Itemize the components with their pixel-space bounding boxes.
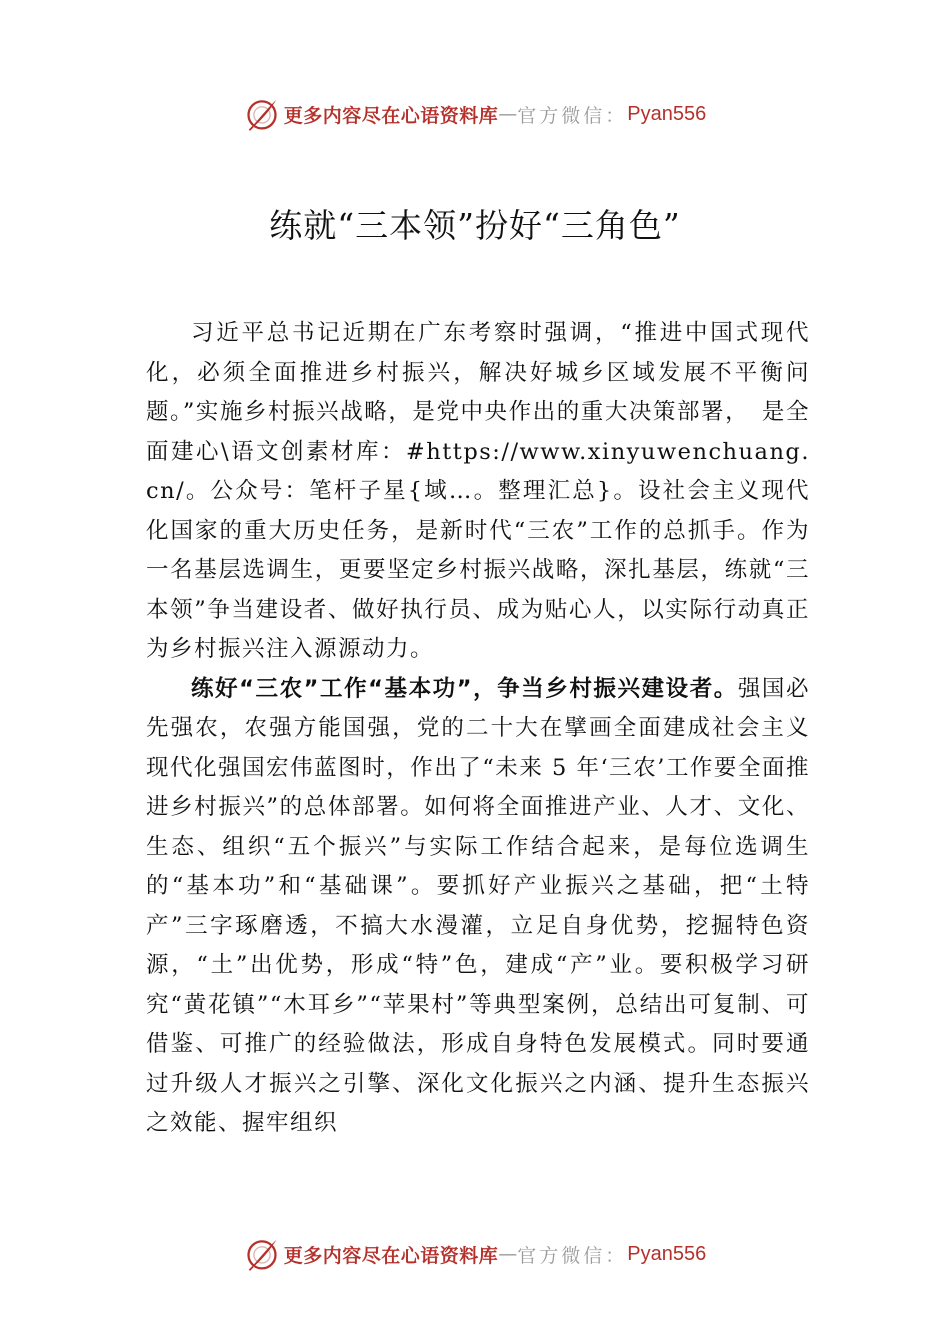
- quill-logo-icon: [244, 96, 280, 132]
- paragraph-basic-skills: [146, 670, 810, 1144]
- footer-wechat-id: Pyan556: [627, 1242, 707, 1265]
- paragraph-lead-heading: 练好“三农”工作“基本功”，争当乡村振兴建设者。: [191, 675, 738, 702]
- header-banner: [0, 92, 950, 136]
- article-body: [146, 314, 810, 1144]
- paragraph-intro: 习近平总书记近期在广东考察时强调，“推进中国式现代化，必须全面推进乡村振兴，解决好城乡区域发展不平衡问题。”实施乡村振兴战略，是党中央作出的重大决策部署， 是全面建心\语文创素材库：#https://www.xinyuwenchuang.cn/。公众号：笔杆子星{域…。整理汇总}。设社会主义现代化国家的重大历史任务，是新时代“三农”工作的总抓手。作为一名基层选调生，更要坚定乡村振兴战略，深扎基层，练就“三本领”争当建设者、做好执行员、成为贴心人，以实际行动真正为乡村振兴注入源源动力。: [146, 320, 810, 662]
- article-title: 练就“三本领”扮好“三角色”: [269, 206, 681, 245]
- footer-brand-text: 更多内容尽在心语资料库: [283, 1244, 499, 1267]
- header-wechat-label: 官方微信：: [517, 104, 628, 127]
- quill-logo-icon: [244, 1236, 280, 1272]
- header-brand-text: 更多内容尽在心语资料库: [283, 104, 499, 127]
- paragraph-basic-skills-text: 强国必先强农，农强方能国强，党的二十大在擘画全面建成社会主义现代化强国宏伟蓝图时，作出了“未来 5 年‘三农’工作要全面推进乡村振兴”的总体部署。如何将全面推进产业、人才、文化、生态、组织“五个振兴”与实际工作结合起来，是每位选调生的“基本功”和“基础课”。要抓好产业振兴之基础，把“土特产”三字琢磨透，不搞大水漫灌，立足自身优势，挖掘特色资源，“土”出优势，形成“特”色，建成“产”业。要积极学习研究“黄花镇”“木耳乡”“苹果村”等典型案例，总结出可复制、可借鉴、可推广的经验做法，形成自身特色发展模式。同时要通过升级人才振兴之引擎、深化文化振兴之内涵、提升生态振兴之效能、握牢组织: [146, 675, 810, 1136]
- footer-separator: —: [498, 1243, 518, 1265]
- footer-wechat-label: 官方微信：: [517, 1244, 628, 1267]
- footer-banner: [0, 1232, 950, 1276]
- header-wechat-id: Pyan556: [627, 102, 707, 125]
- header-separator: —: [498, 103, 518, 125]
